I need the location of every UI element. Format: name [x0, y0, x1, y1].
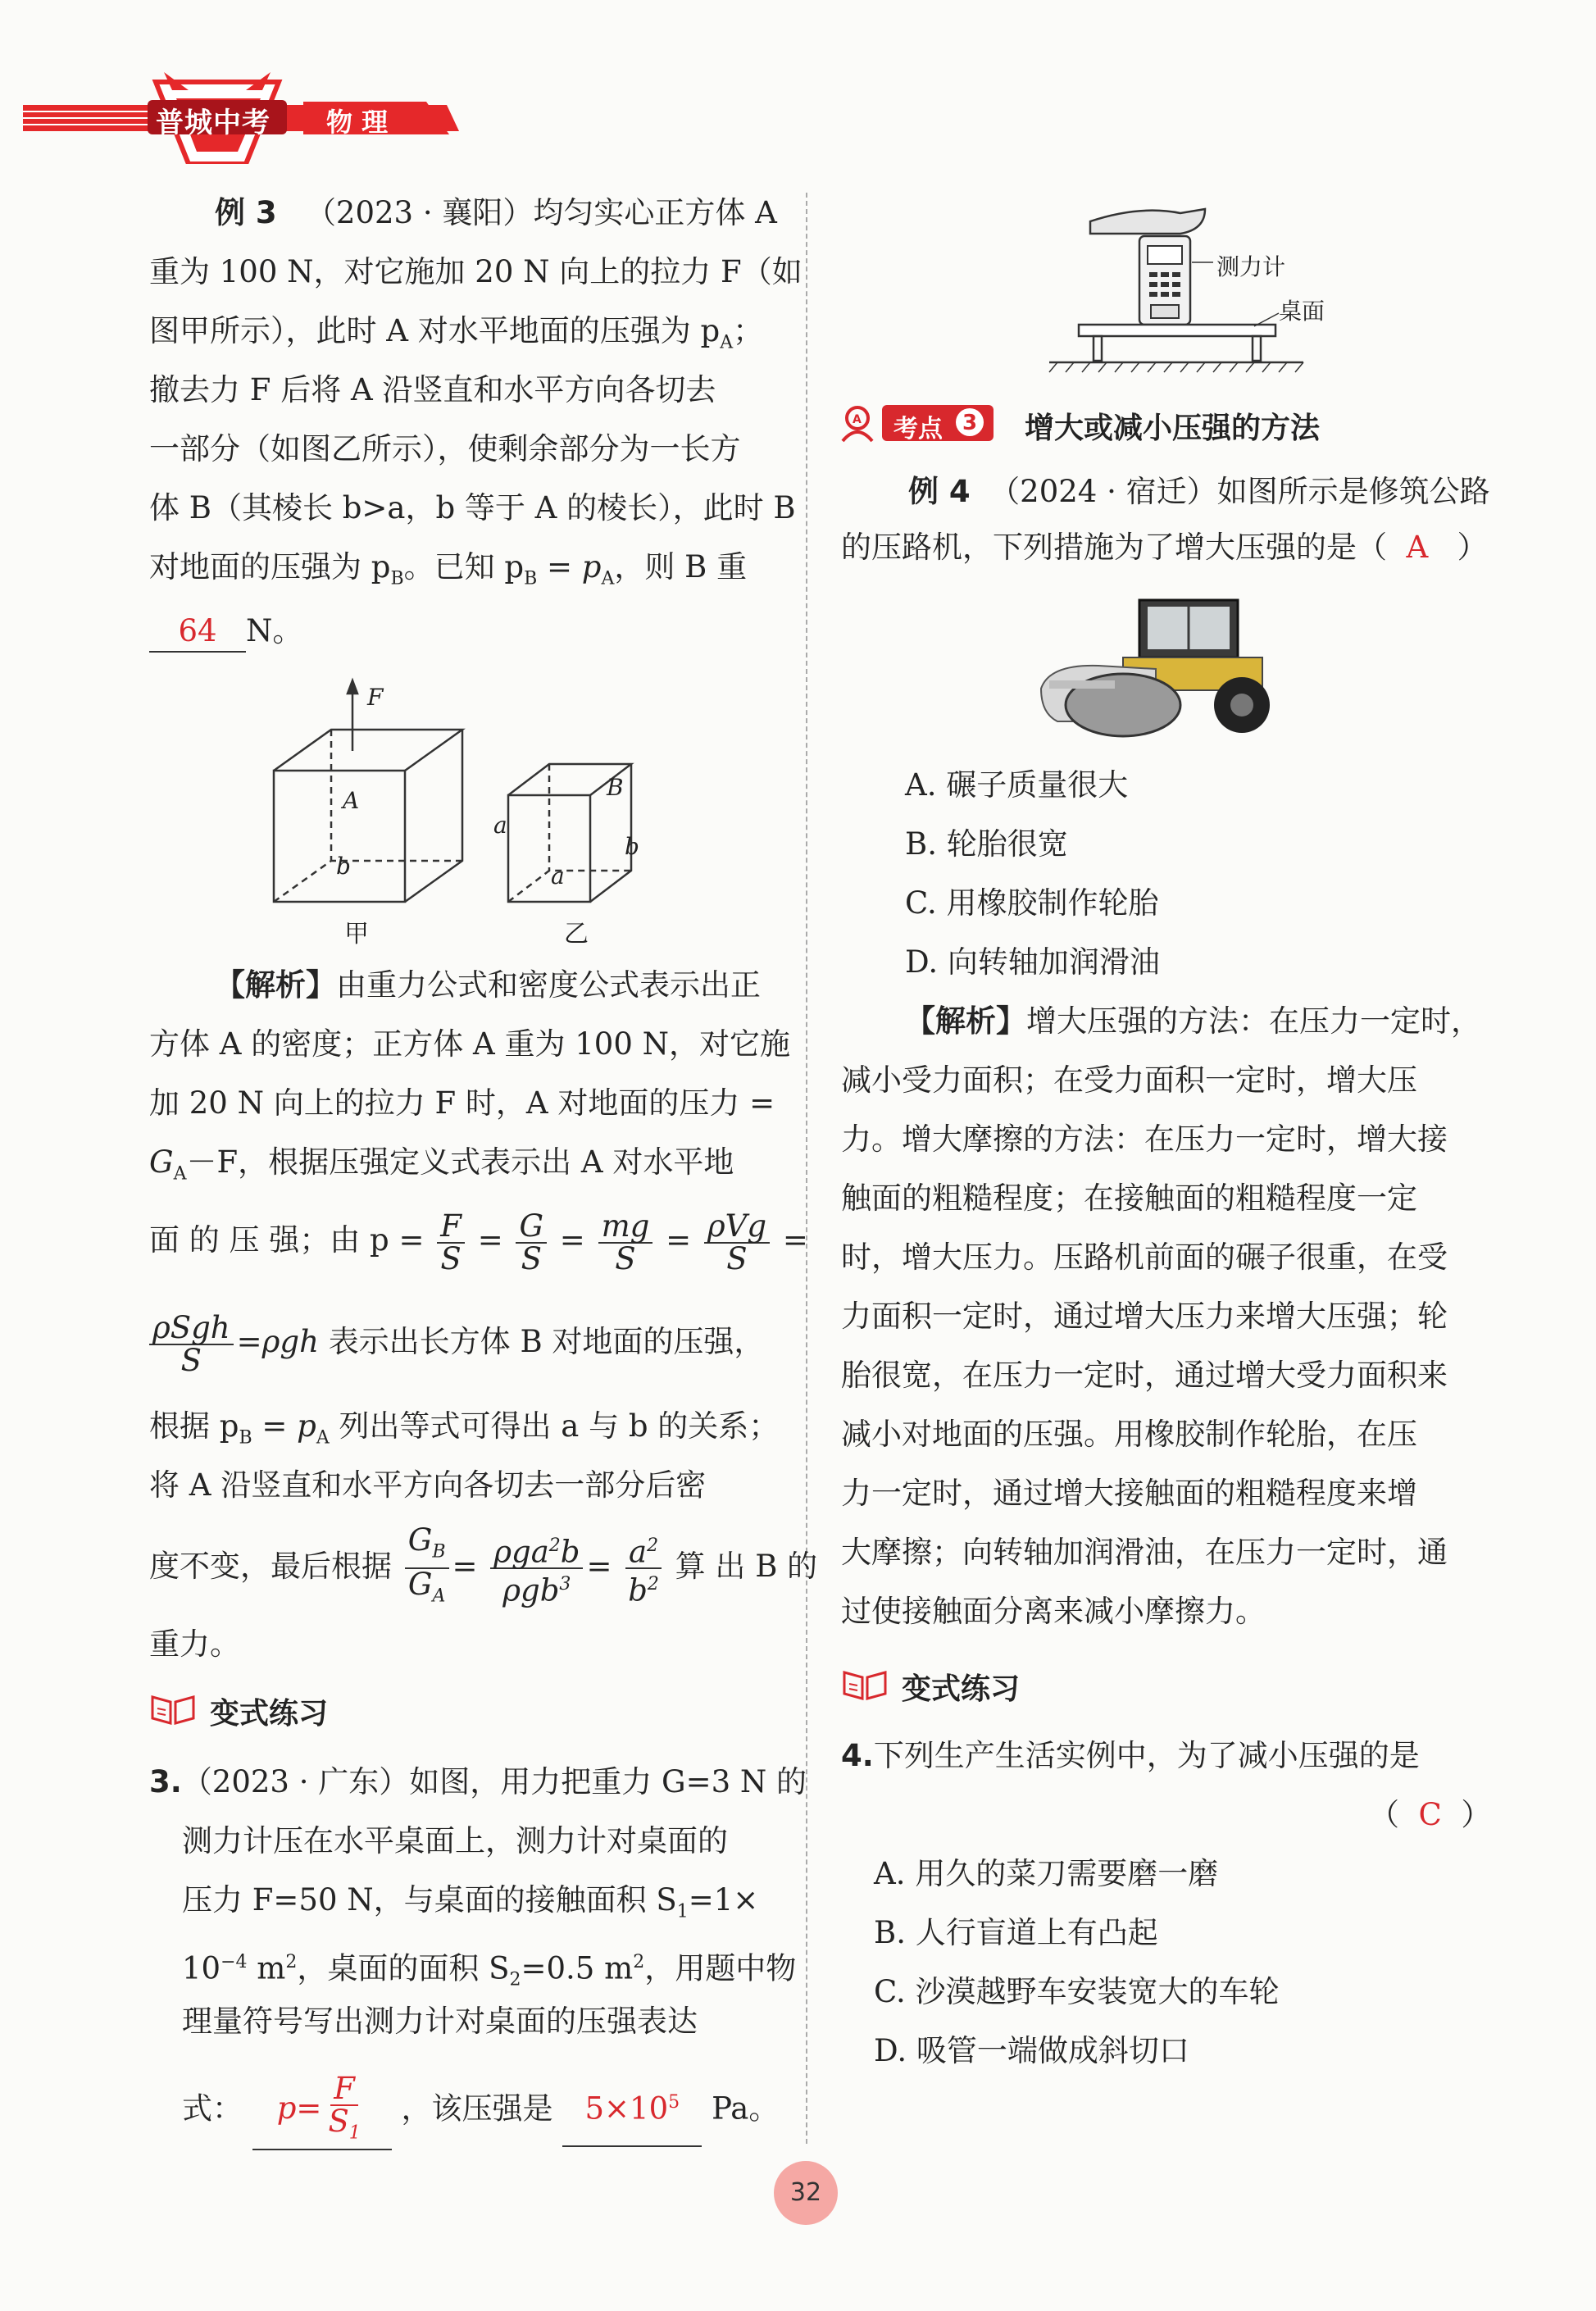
analysis-right-line10: 大摩擦；向转轴加润滑油，在压力一定时，通 [841, 1535, 1448, 1570]
q4-option-d: D. 吸管一端做成斜切口 [874, 2033, 1189, 2068]
example3-label: 例 3 [215, 195, 277, 230]
example3-line1 [215, 193, 777, 233]
analysis-right-line6: 力面积一定时，通过增大压力来增大压强；轮 [841, 1299, 1448, 1334]
analysis-right-line3: 力。增大摩擦的方法：在压力一定时，增大接 [841, 1121, 1448, 1157]
example4-option-c: C. 用橡胶制作轮胎 [905, 885, 1159, 921]
q4-option-c: C. 沙漠越野车安装宽大的车轮 [874, 1974, 1280, 2009]
cube-figure [262, 672, 689, 943]
q4-option-a: A. 用久的菜刀需要磨一磨 [874, 1856, 1219, 1891]
q4-line1: 4.下列生产生活实例中，为了减小压强的是 [841, 1738, 1420, 1773]
label-desk: 桌面 [1279, 298, 1325, 325]
q3-line4: $10^{-4}$ $m^2$，桌面的面积 $S_2=0.5$ $m^2$，用题中物 [182, 1950, 797, 1990]
figure-caption-right: 乙 [564, 920, 589, 949]
analysis-left-line6: $\frac{\text{ρSgh}}{S}$ =ρgh 表示出长方体 B 对地面的压强， [149, 1305, 764, 1379]
road-roller-image [1033, 590, 1279, 746]
analysis-right-line7: 胎很宽，在压力一定时，通过增大受力面积来 [841, 1358, 1448, 1393]
practice-icon-left [149, 1690, 197, 1726]
example3-line6: 体 B（其棱长 b>a，b 等于 A 的棱长），此时 B [149, 490, 796, 525]
analysis-left-line9: 度不变，最后根据 $\frac{G_B}{G_A}$ = $\frac{\rho ga^2b}{\rho gb^3}$ = $\frac{a^2}{b^2}$ 算 出 B 的 [149, 1522, 818, 1608]
cube-left [274, 680, 462, 902]
kaodian-tag: 考点 [893, 415, 943, 444]
page-number: 32 [774, 2161, 838, 2225]
example3-line5: 一部分（如图乙所示），使剩余部分为一长方 [149, 431, 741, 466]
kaodian-icon [839, 403, 880, 443]
analysis-right-line11: 过使接触面分离来减小摩擦力。 [841, 1594, 1266, 1629]
analysis-left-line2: 方体 A 的密度；正方体 A 重为 100 N，对它施 [149, 1026, 791, 1062]
header-subject: 物 理 [326, 107, 389, 138]
kaodian-title: 增大或减小压强的方法 [1025, 412, 1321, 445]
example4-option-d: D. 向转轴加润滑油 [905, 944, 1160, 980]
analysis-right-line2: 减小受力面积；在受力面积一定时，增大压 [841, 1062, 1417, 1098]
q3-line3: 压力 F=50 N，与桌面的接触面积 $S_1=1\times$ [182, 1882, 759, 1922]
analysis-right-line8: 减小对地面的压强。用橡胶制作轮胎，在压 [841, 1417, 1417, 1452]
q3-line1: 3.（2023 · 广东）如图，用力把重力 G=3 N 的 [149, 1764, 807, 1799]
analysis-left-line3: 加 20 N 向上的拉力 F 时，A 对地面的压力 = [149, 1085, 775, 1121]
example3-line2: 重为 100 N，对它施加 20 N 向上的拉力 F（如 [149, 254, 803, 289]
figure-label-a-side: a [493, 812, 507, 839]
example4-line2: 的压路机，下列措施为了增大压强的是（ A ） [841, 530, 1488, 565]
analysis-left-line10: 重力。 [149, 1626, 240, 1662]
figure-label-F: F [367, 684, 384, 711]
example3-source: （2023 · 襄阳） [305, 195, 534, 230]
analysis-right-line1: 【解析】增大压强的方法：在压力一定时， [905, 1003, 1481, 1039]
example4-option-a: A. 碾子质量很大 [905, 767, 1129, 803]
svg-text:A: A [853, 413, 862, 426]
analysis-right-tag: 【解析】 [905, 1003, 1026, 1039]
q3-formula-blank: p= $\frac{F}{S_1}$ [252, 2072, 392, 2150]
q4-answer: C [1418, 1797, 1442, 1832]
analysis-left-line5: 面 的 压 强；由 p = $\frac{F}{S}$ = $\frac{G}{S}$ = $\frac{mg}{S}$ = $\frac{\text{ρVg}}{S}$ = [149, 1208, 808, 1276]
figure-label-B: B [607, 774, 624, 801]
column-divider [806, 193, 807, 2144]
kaodian-num: 3 [956, 408, 984, 436]
analysis-left-line7: 根据 $p_B = p_A$ 列出等式可得出 a 与 b 的关系； [149, 1408, 780, 1449]
force-meter-figure [1041, 197, 1336, 377]
q3-line5: 理量符号写出测力计对桌面的压强表达 [182, 2004, 698, 2039]
example3-line4: 撤去力 F 后将 A 沿竖直和水平方向各切去 [149, 372, 716, 407]
analysis-left-line8: 将 A 沿竖直和水平方向各切去一部分后密 [149, 1467, 707, 1503]
example4-label: 例 4 [908, 474, 971, 509]
example3-answer-blank: 64 [149, 612, 246, 653]
q3-number: 3. [149, 1764, 182, 1799]
analysis-left-tag: 【解析】 [215, 967, 336, 1003]
figure-label-b-right: b [625, 833, 639, 860]
analysis-right-line4: 触面的粗糙程度；在接触面的粗糙程度一定 [841, 1181, 1417, 1216]
practice-title-left: 变式练习 [210, 1697, 329, 1731]
figure-label-A: A [343, 787, 360, 814]
q4-answer-line: （ C ） [1369, 1797, 1492, 1832]
example4-line1: 例 4 （2024 · 宿迁）如图所示是修筑公路 [908, 474, 1490, 509]
example3-line8: 64 N。 [149, 612, 302, 653]
header-brand: 普城中考 [156, 107, 271, 139]
practice-icon-right [841, 1666, 889, 1702]
q3-line6: 式： p= $\frac{F}{S_1}$ ，该压强是 $5\times 10^5$ Pa。 [182, 2066, 779, 2150]
analysis-right-line5: 时，增大压力。压路机前面的碾子很重，在受 [841, 1240, 1448, 1275]
figure-label-a-bottom: a [551, 862, 565, 889]
example3-line3: 图甲所示），此时 A 对水平地面的压强为 $p_A$； [149, 313, 764, 353]
figure-caption-left: 甲 [344, 920, 369, 949]
example4-option-b: B. 轮胎很宽 [905, 826, 1068, 862]
example4-answer: A [1406, 530, 1429, 565]
label-meter: 测力计 [1216, 253, 1286, 280]
q4-number: 4. [841, 1738, 874, 1773]
example3-text-1: 均匀实心正方体 A [533, 195, 777, 230]
analysis-left-line1: 【解析】由重力公式和密度公式表示出正 [215, 967, 761, 1003]
example3-line7: 对地面的压强为 $p_B$。已知 $p_B = p_A$，则 B 重 [149, 549, 748, 589]
q3-value-blank: $5\times 10^5$ [562, 2066, 702, 2147]
practice-title-right: 变式练习 [902, 1672, 1021, 1706]
analysis-right-line9: 力一定时，通过增大接触面的粗糙程度来增 [841, 1476, 1417, 1511]
q4-option-b: B. 人行盲道上有凸起 [874, 1915, 1158, 1950]
analysis-left-line4: $G_A-F$，根据压强定义式表示出 A 对水平地 [149, 1144, 734, 1185]
q3-line2: 测力计压在水平桌面上，测力计对桌面的 [182, 1823, 728, 1858]
figure-label-b-left: b [336, 853, 351, 880]
